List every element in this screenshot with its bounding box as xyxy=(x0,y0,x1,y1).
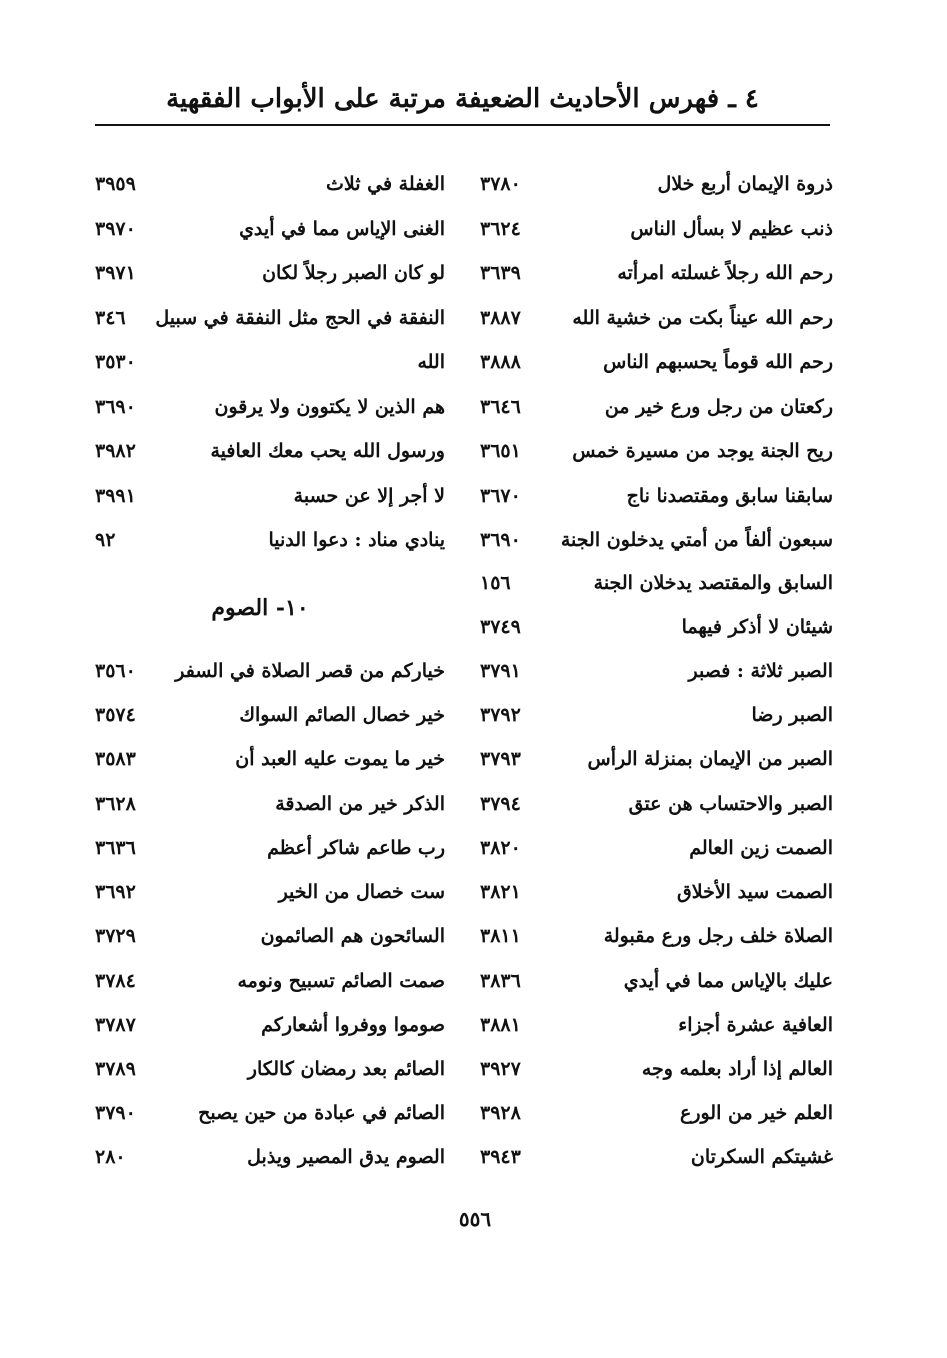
entry-number: ٣٧٨٩ xyxy=(95,1058,136,1080)
entry-title: خير خصال الصائم السواك xyxy=(239,704,445,726)
entry-number: ٣٨٨٨ xyxy=(480,351,521,373)
entry-title: هم الذين لا يكتوون ولا يرقون xyxy=(214,396,445,418)
entry-title: الصائم في عبادة من حين يصبح xyxy=(198,1102,445,1124)
entry-title: غشيتكم السكرتان xyxy=(690,1146,833,1168)
entry-number: ٣٨٣٦ xyxy=(480,970,521,992)
entry-title: ريح الجنة يوجد من مسيرة خمس xyxy=(572,440,833,462)
entry-number: ٣٦٩٠ xyxy=(480,529,521,551)
entry-title: الصبر والاحتساب هن عتق xyxy=(628,793,833,815)
entry-title: ورسول الله يحب معك العافية xyxy=(210,440,445,462)
entry-title: لا أجر إلا عن حسبة xyxy=(293,485,445,507)
entry-title: الصبر ثلاثة : فصبر xyxy=(688,660,833,682)
entry-title: الصبر من الإيمان بمنزلة الرأس xyxy=(587,748,833,770)
entry-title: رحم الله قوماً يحسبهم الناس xyxy=(603,351,833,373)
entry-number: ٣٧٩٣ xyxy=(480,748,521,770)
entry-number: ٣٧٩٠ xyxy=(95,1102,136,1124)
entry-title: صمت الصائم تسبيح ونومه xyxy=(237,970,445,992)
header-rule xyxy=(95,124,830,126)
entry-number: ٣٩٢٧ xyxy=(480,1058,521,1080)
entry-number: ٣٧٤٩ xyxy=(480,616,521,638)
entry-title: ذروة الإيمان أربع خلال xyxy=(657,173,833,195)
entry-title: ركعتان من رجل ورع خير من xyxy=(604,396,833,418)
entry-title: خياركم من قصر الصلاة في السفر xyxy=(175,660,445,682)
page-number: ٥٥٦ xyxy=(458,1207,492,1231)
entry-title: الصائم بعد رمضان كالكار xyxy=(247,1058,445,1080)
entry-number: ٣٦٧٠ xyxy=(480,485,521,507)
entry-number: ٣٧٩٢ xyxy=(480,704,521,726)
entry-number: ٣٨٢١ xyxy=(480,881,521,903)
entry-title: ينادي مناد : دعوا الدنيا xyxy=(268,529,445,551)
entry-number: ٣٦٩٠ xyxy=(95,396,136,418)
entry-number: ٣٧٨٠ xyxy=(480,173,521,195)
entry-title: الغنى الإياس مما في أيدي xyxy=(239,218,445,240)
entry-number: ٣٥٣٠ xyxy=(95,351,136,373)
entry-title: العلم خير من الورع xyxy=(679,1102,833,1124)
entry-number: ٣٩٩١ xyxy=(95,485,136,507)
entry-title: الصبر رضا xyxy=(751,704,833,726)
entry-title: سابقنا سابق ومقتصدنا ناج xyxy=(626,485,833,507)
entry-number: ٣٥٦٠ xyxy=(95,660,136,682)
entry-number: ٣٩٨٢ xyxy=(95,440,136,462)
entry-number: ٣٩٢٨ xyxy=(480,1102,521,1124)
entry-title: الغفلة في ثلاث xyxy=(326,173,445,195)
entry-number: ٣٦٢٤ xyxy=(480,218,521,240)
entry-number: ٣٦٣٩ xyxy=(480,262,521,284)
entry-number: ٩٢ xyxy=(95,529,116,551)
entry-title: رحم الله عيناً بكت من خشية الله xyxy=(572,307,833,329)
entry-title: السابق والمقتصد يدخلان الجنة xyxy=(593,572,833,594)
entry-title: الله xyxy=(417,351,445,373)
entry-title: الذكر خير من الصدقة xyxy=(275,793,445,815)
entry-number: ٣٦٢٨ xyxy=(95,793,136,815)
entry-number: ٣٧٢٩ xyxy=(95,925,136,947)
entry-title: ذنب عظيم لا بسأل الناس xyxy=(630,218,833,240)
entry-title: رحم الله رجلاً غسلته امرأته xyxy=(617,262,833,284)
entry-title: الصوم يدق المصير ويذبل xyxy=(247,1146,445,1168)
entry-number: ٢٨٠ xyxy=(95,1146,126,1168)
entry-number: ٣٦٩٢ xyxy=(95,881,136,903)
entry-title: الصمت سيد الأخلاق xyxy=(677,881,833,903)
entry-number: ٣٦٣٦ xyxy=(95,837,136,859)
entry-title: لو كان الصبر رجلاً لكان xyxy=(262,262,445,284)
entry-title: النفقة في الحج مثل النفقة في سبيل xyxy=(155,307,445,329)
entry-number: ٣٩٥٩ xyxy=(95,173,136,195)
entry-title: خير ما يموت عليه العبد أن xyxy=(235,748,445,770)
entry-number: ٣٩٧١ xyxy=(95,262,136,284)
entry-title: السائحون هم الصائمون xyxy=(260,925,445,947)
entry-number: ٣٦٤٦ xyxy=(480,396,521,418)
entry-number: ٣٩٤٣ xyxy=(480,1146,521,1168)
entry-title: شيئان لا أذكر فيهما xyxy=(681,616,833,638)
entry-title: العالم إذا أراد بعلمه وجه xyxy=(641,1058,833,1080)
entry-number: ٣٨٨٧ xyxy=(480,307,521,329)
entry-number: ٣٨٨١ xyxy=(480,1014,521,1036)
entry-title: رب طاعم شاكر أعظم xyxy=(267,837,445,859)
entry-number: ٣٩٧٠ xyxy=(95,218,136,240)
entry-number: ٣٨٢٠ xyxy=(480,837,521,859)
entry-number: ٣٥٧٤ xyxy=(95,704,136,726)
entry-number: ٣٦٥١ xyxy=(480,440,521,462)
entry-title: الصمت زين العالم xyxy=(689,837,833,859)
entry-title: صوموا ووفروا أشعاركم xyxy=(261,1014,445,1036)
entry-title: عليك بالإياس مما في أيدي xyxy=(623,970,833,992)
entry-title: سبعون ألفاً من أمتي يدخلون الجنة xyxy=(560,529,833,551)
entry-number: ٣٧٨٧ xyxy=(95,1014,136,1036)
entry-number: ٣٧٩٤ xyxy=(480,793,521,815)
page-header: ٤ ـ فهرس الأحاديث الضعيفة مرتبة على الأبواب الفقهية xyxy=(166,84,759,114)
entry-number: ٣٧٩١ xyxy=(480,660,521,682)
entry-title: الصلاة خلف رجل ورع مقبولة xyxy=(603,925,833,947)
entry-number: ٣٤٦ xyxy=(95,307,126,329)
entry-number: ٣٨١١ xyxy=(480,925,521,947)
section-heading: ١٠- الصوم xyxy=(211,595,309,621)
entry-title: ست خصال من الخير xyxy=(278,881,445,903)
entry-number: ١٥٦ xyxy=(480,572,511,594)
entry-number: ٣٥٨٣ xyxy=(95,748,136,770)
entry-number: ٣٧٨٤ xyxy=(95,970,136,992)
entry-title: العافية عشرة أجزاء xyxy=(678,1014,833,1036)
